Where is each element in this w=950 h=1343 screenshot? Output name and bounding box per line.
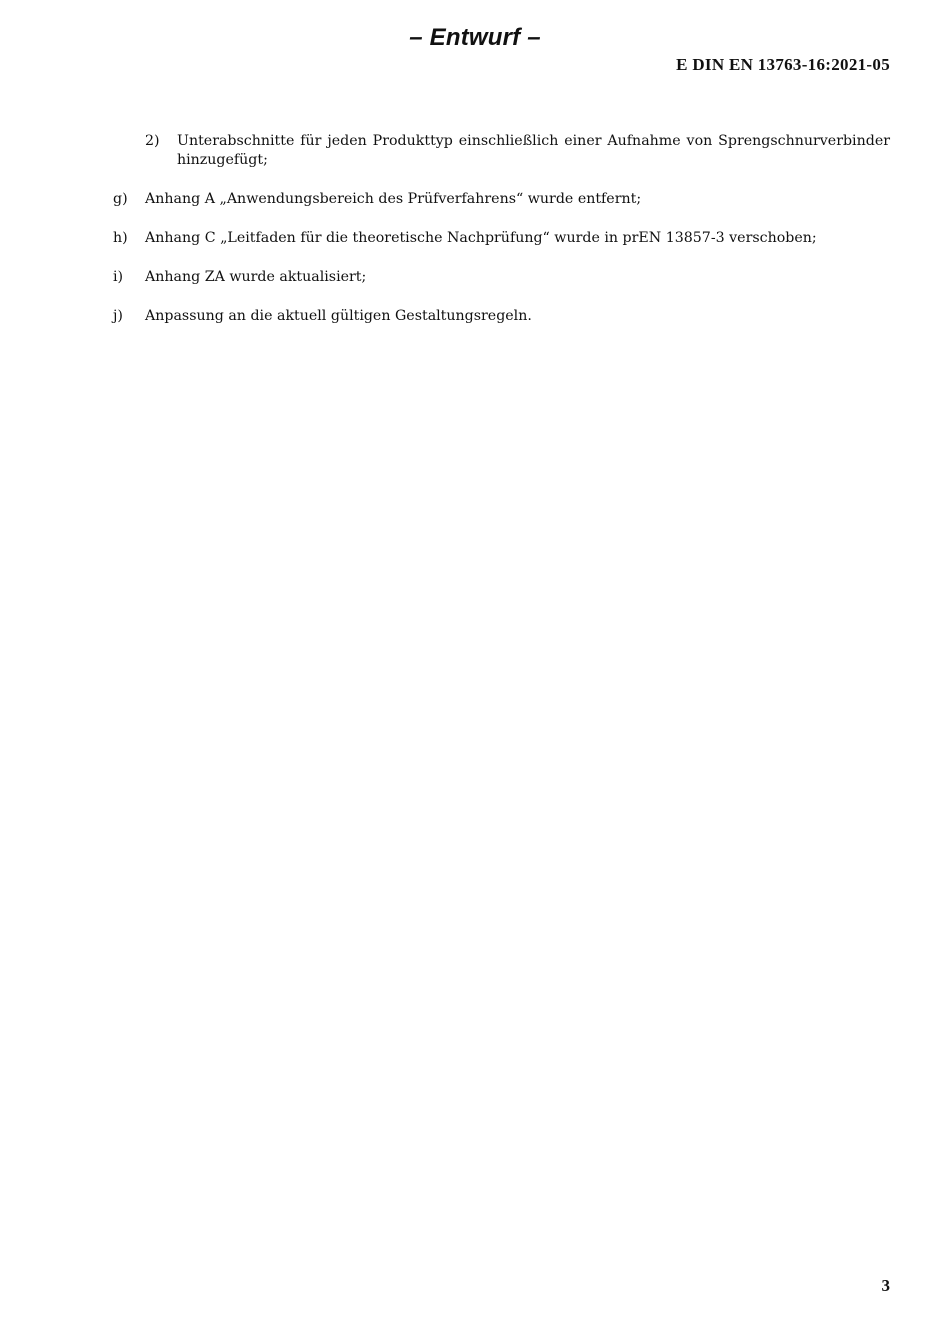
list-item-text: Unterabschnitte für jeden Produkttyp einschließlich einer Aufnahme von Sprengschnurverbinder hinzugefügt; [177,133,890,168]
list-marker: h) [113,230,128,246]
list-item-text: Anhang A „Anwendungsbereich des Prüfverfahrens“ wurde entfernt; [145,191,642,207]
list-marker: 2) [145,133,160,149]
list-item [113,268,890,287]
document-body [113,132,890,346]
list-item-text: Anhang ZA wurde aktualisiert; [145,269,367,285]
list-marker: j) [113,308,123,324]
list-marker: g) [113,191,128,207]
draft-title: – Entwurf – [409,24,541,51]
page-number: 3 [881,1276,890,1295]
list-item-text: Anhang C „Leitfaden für die theoretische Nachprüfung“ wurde in prEN 13857-3 verschoben; [145,230,817,246]
list-marker: i) [113,269,124,285]
document-id: E DIN EN 13763-16:2021-05 [676,55,890,74]
list-item-text: Anpassung an die aktuell gültigen Gestaltungsregeln. [145,308,532,324]
sub-list-item [113,132,890,170]
list-item [113,229,890,248]
list-item [113,307,890,326]
list-item [113,190,890,209]
